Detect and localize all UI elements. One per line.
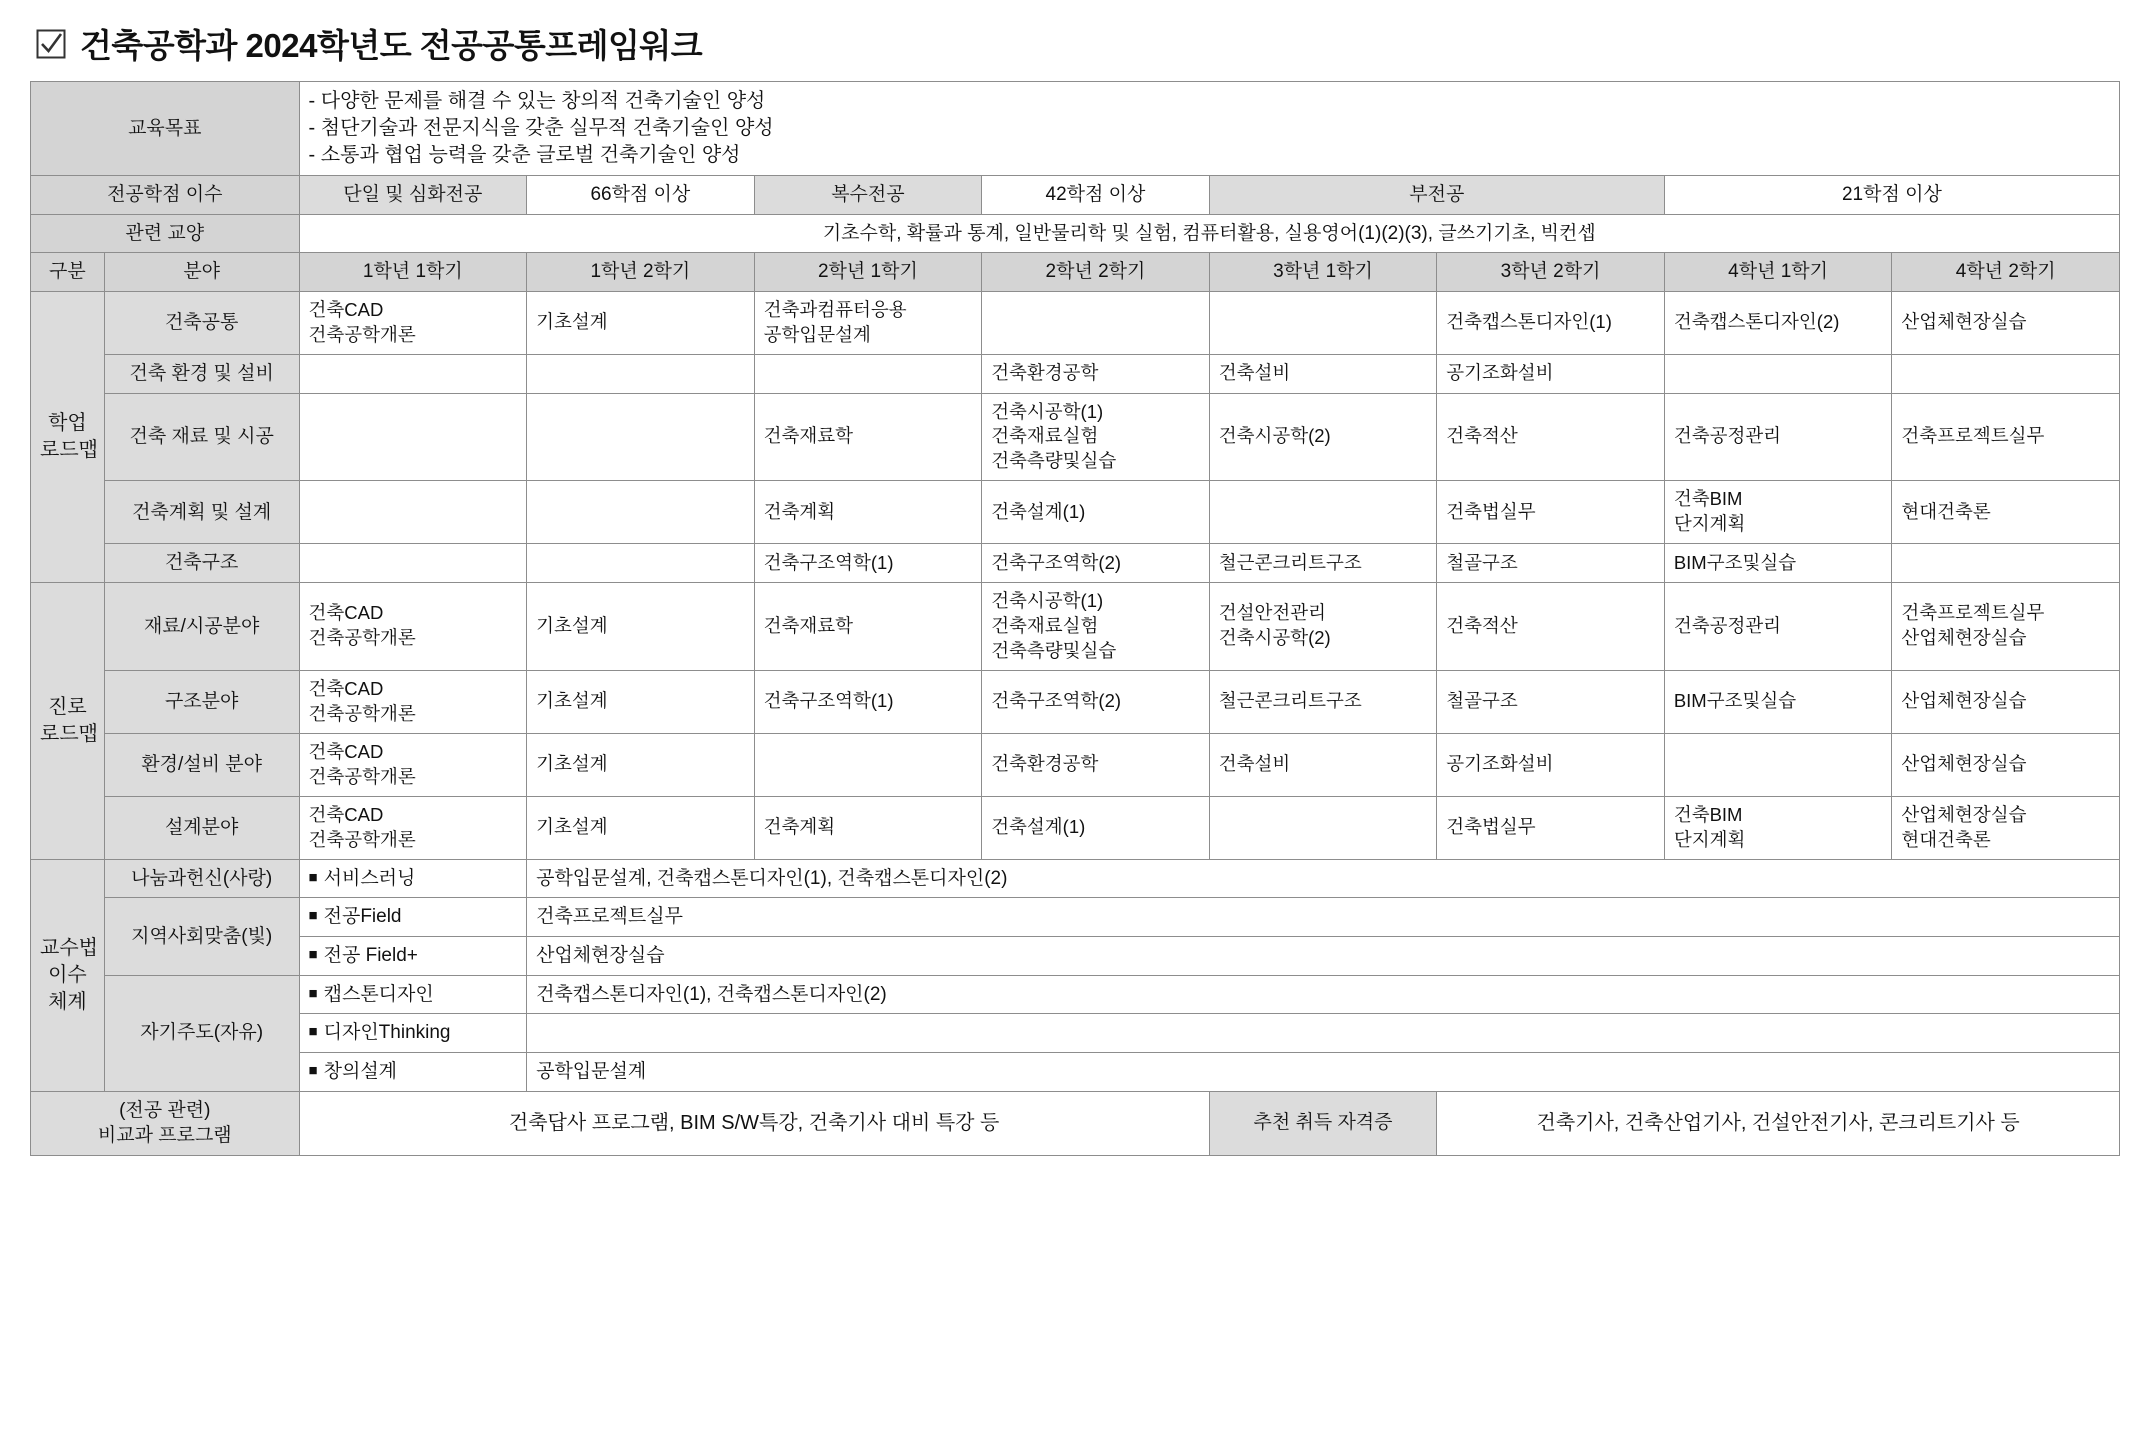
table-row — [31, 481, 2120, 544]
teaching-group-name: 지역사회맞춤(빛) — [104, 898, 299, 975]
area-label: 건축 재료 및 시공 — [104, 393, 299, 481]
course-cell: 철근콘크리트구조 — [1209, 544, 1437, 583]
course-cell — [1209, 481, 1437, 544]
course-cell: 현대건축론 — [1892, 481, 2120, 544]
course-cell: 철골구조 — [1437, 544, 1665, 583]
goals-value — [299, 82, 2119, 176]
course-cell: 건축CAD 건축공학개론 — [299, 291, 527, 354]
course-cell — [527, 393, 755, 481]
area-label: 건축계획 및 설계 — [104, 481, 299, 544]
table-row-liberal — [31, 214, 2120, 253]
square-bullet-icon: ■ — [308, 868, 318, 886]
course-cell: 공기조화설비 — [1437, 354, 1665, 393]
course-cell — [527, 481, 755, 544]
course-cell: BIM구조및실습 — [1664, 670, 1892, 733]
table-row — [31, 544, 2120, 583]
course-cell: BIM구조및실습 — [1664, 544, 1892, 583]
course-cell: 건축프로젝트실무 — [1892, 393, 2120, 481]
credits-item-1-value: 42학점 이상 — [982, 176, 1210, 215]
goal-line-3: - 소통과 협업 능력을 갖춘 글로벌 건축기술인 양성 — [308, 144, 741, 166]
course-cell: 건축설계(1) — [982, 796, 1210, 859]
course-cell — [1664, 733, 1892, 796]
teaching-item-label: ■ 전공 Field+ — [299, 936, 527, 975]
course-cell: 건축BIM 단지계획 — [1664, 481, 1892, 544]
credits-item-2-name: 부전공 — [1209, 176, 1664, 215]
area-label: 건축구조 — [104, 544, 299, 583]
table-row — [31, 582, 2120, 670]
square-bullet-icon: ■ — [308, 907, 318, 925]
credits-item-0-value: 66학점 이상 — [527, 176, 755, 215]
course-cell: 건축CAD 건축공학개론 — [299, 733, 527, 796]
course-cell: 건설안전관리 건축시공학(2) — [1209, 582, 1437, 670]
course-cell — [1664, 354, 1892, 393]
table-row — [31, 898, 2120, 937]
course-cell: 건축시공학(1) 건축재료실험 건축측량및실습 — [982, 582, 1210, 670]
header-term-7: 4학년 1학기 — [1664, 253, 1892, 292]
course-cell: 건축환경공학 — [982, 354, 1210, 393]
course-cell — [299, 393, 527, 481]
course-cell: 건축설비 — [1209, 354, 1437, 393]
area-label: 환경/설비 분야 — [104, 733, 299, 796]
table-row — [31, 936, 2120, 975]
course-cell: 건축구조역학(2) — [982, 670, 1210, 733]
course-cell: 산업체현장실습 현대건축론 — [1892, 796, 2120, 859]
course-cell: 기초설계 — [527, 582, 755, 670]
course-cell — [1209, 291, 1437, 354]
teaching-item-value: 건축프로젝트실무 — [527, 898, 2120, 937]
table-row — [31, 975, 2120, 1014]
goals-label: 교육목표 — [31, 82, 300, 176]
teaching-item-label: ■ 캡스톤디자인 — [299, 975, 527, 1014]
credits-item-0-name: 단일 및 심화전공 — [299, 176, 527, 215]
course-cell: 공기조화설비 — [1437, 733, 1665, 796]
course-cell: 건축재료학 — [754, 582, 982, 670]
course-cell: 건축재료학 — [754, 393, 982, 481]
course-cell: 산업체현장실습 — [1892, 291, 2120, 354]
page-title-text: 건축공학과 2024학년도 전공공통프레임워크 — [80, 27, 703, 64]
table-row-goals — [31, 82, 2120, 176]
header-term-3: 2학년 1학기 — [754, 253, 982, 292]
course-cell: 철근콘크리트구조 — [1209, 670, 1437, 733]
table-row — [31, 796, 2120, 859]
course-cell — [754, 733, 982, 796]
course-cell: 건축공정관리 — [1664, 393, 1892, 481]
header-term-4: 2학년 2학기 — [982, 253, 1210, 292]
certification-value: 건축기사, 건축산업기사, 건설안전기사, 콘크리트기사 등 — [1437, 1091, 2120, 1155]
course-cell: 건축계획 — [754, 481, 982, 544]
course-cell: 건축설비 — [1209, 733, 1437, 796]
course-cell: 건축설계(1) — [982, 481, 1210, 544]
course-cell — [754, 354, 982, 393]
square-bullet-icon: ■ — [308, 1023, 318, 1041]
table-row — [31, 670, 2120, 733]
area-label: 설계분야 — [104, 796, 299, 859]
credits-label: 전공학점 이수 — [31, 176, 300, 215]
course-cell: 건축CAD 건축공학개론 — [299, 670, 527, 733]
framework-table — [30, 81, 2120, 1156]
area-label: 건축 환경 및 설비 — [104, 354, 299, 393]
header-term-2: 1학년 2학기 — [527, 253, 755, 292]
academic-roadmap-label: 학업 로드맵 — [31, 291, 105, 582]
area-label: 구조분야 — [104, 670, 299, 733]
table-row — [31, 1052, 2120, 1091]
course-cell: 건축과컴퓨터응용 공학입문설계 — [754, 291, 982, 354]
teaching-item-value: 공학입문설계 — [527, 1052, 2120, 1091]
course-cell: 산업체현장실습 — [1892, 670, 2120, 733]
course-cell: 건축적산 — [1437, 393, 1665, 481]
course-cell: 건축구조역학(1) — [754, 670, 982, 733]
certification-label: 추천 취득 자격증 — [1209, 1091, 1437, 1155]
page-title — [36, 20, 2122, 67]
goal-line-2: - 첨단기술과 전문지식을 갖춘 실무적 건축기술인 양성 — [308, 117, 774, 139]
course-cell: 건축캡스톤디자인(1) — [1437, 291, 1665, 354]
credits-item-1-name: 복수전공 — [754, 176, 982, 215]
teaching-item-value: 건축캡스톤디자인(1), 건축캡스톤디자인(2) — [527, 975, 2120, 1014]
course-cell: 건축공정관리 — [1664, 582, 1892, 670]
area-label: 재료/시공분야 — [104, 582, 299, 670]
course-cell: 건축프로젝트실무 산업체현장실습 — [1892, 582, 2120, 670]
table-row-footer — [31, 1091, 2120, 1155]
liberal-value: 기초수학, 확률과 통계, 일반물리학 및 실험, 컴퓨터활용, 실용영어(1)(2)(3), 글쓰기기초, 빅컨셉 — [299, 214, 2119, 253]
header-term-6: 3학년 2학기 — [1437, 253, 1665, 292]
square-bullet-icon: ■ — [308, 984, 318, 1002]
course-cell — [1209, 796, 1437, 859]
course-cell: 건축적산 — [1437, 582, 1665, 670]
teaching-item-label: ■ 창의설계 — [299, 1052, 527, 1091]
course-cell: 건축법실무 — [1437, 796, 1665, 859]
course-cell: 건축계획 — [754, 796, 982, 859]
checkbox-checked-icon — [36, 29, 66, 59]
course-cell: 철골구조 — [1437, 670, 1665, 733]
course-cell: 건축BIM 단지계획 — [1664, 796, 1892, 859]
course-cell — [982, 291, 1210, 354]
teaching-group-name: 자기주도(자유) — [104, 975, 299, 1091]
course-cell: 건축시공학(1) 건축재료실험 건축측량및실습 — [982, 393, 1210, 481]
course-cell: 건축캡스톤디자인(2) — [1664, 291, 1892, 354]
teaching-item-value — [527, 1014, 2120, 1053]
course-cell: 건축CAD 건축공학개론 — [299, 582, 527, 670]
teaching-item-label: ■ 서비스러닝 — [299, 859, 527, 898]
area-label: 건축공통 — [104, 291, 299, 354]
header-col-area: 분야 — [104, 253, 299, 292]
course-cell: 기초설계 — [527, 796, 755, 859]
liberal-label: 관련 교양 — [31, 214, 300, 253]
table-header-row — [31, 253, 2120, 292]
course-cell: 산업체현장실습 — [1892, 733, 2120, 796]
course-cell — [527, 544, 755, 583]
header-term-5: 3학년 1학기 — [1209, 253, 1437, 292]
teaching-group-name: 나눔과헌신(사랑) — [104, 859, 299, 898]
course-cell: 건축환경공학 — [982, 733, 1210, 796]
square-bullet-icon: ■ — [308, 1061, 318, 1079]
teaching-label: 교수법 이수 체계 — [31, 859, 105, 1091]
course-cell: 건축법실무 — [1437, 481, 1665, 544]
course-cell — [299, 481, 527, 544]
course-cell: 기초설계 — [527, 291, 755, 354]
course-cell: 건축구조역학(2) — [982, 544, 1210, 583]
header-term-8: 4학년 2학기 — [1892, 253, 2120, 292]
table-row — [31, 1014, 2120, 1053]
course-cell: 건축구조역학(1) — [754, 544, 982, 583]
teaching-item-label: ■ 디자인Thinking — [299, 1014, 527, 1053]
credits-item-2-value: 21학점 이상 — [1664, 176, 2119, 215]
course-cell — [1892, 354, 2120, 393]
course-cell: 기초설계 — [527, 670, 755, 733]
header-col-division: 구분 — [31, 253, 105, 292]
table-row-credits — [31, 176, 2120, 215]
career-roadmap-label: 진로 로드맵 — [31, 582, 105, 859]
teaching-item-value: 산업체현장실습 — [527, 936, 2120, 975]
course-cell — [299, 544, 527, 583]
course-cell — [527, 354, 755, 393]
course-cell: 건축CAD 건축공학개론 — [299, 796, 527, 859]
course-cell — [1892, 544, 2120, 583]
header-term-1: 1학년 1학기 — [299, 253, 527, 292]
table-row — [31, 291, 2120, 354]
goal-line-1: - 다양한 문제를 해결 수 있는 창의적 건축기술인 양성 — [308, 90, 766, 112]
table-row — [31, 354, 2120, 393]
table-row — [31, 393, 2120, 481]
extracurricular-label: (전공 관련) 비교과 프로그램 — [31, 1091, 300, 1155]
teaching-item-value: 공학입문설계, 건축캡스톤디자인(1), 건축캡스톤디자인(2) — [527, 859, 2120, 898]
extracurricular-value: 건축답사 프로그램, BIM S/W특강, 건축기사 대비 특강 등 — [299, 1091, 1209, 1155]
course-cell: 기초설계 — [527, 733, 755, 796]
course-cell: 건축시공학(2) — [1209, 393, 1437, 481]
teaching-item-label: ■ 전공Field — [299, 898, 527, 937]
table-row — [31, 733, 2120, 796]
square-bullet-icon: ■ — [308, 945, 318, 963]
course-cell — [299, 354, 527, 393]
table-row — [31, 859, 2120, 898]
